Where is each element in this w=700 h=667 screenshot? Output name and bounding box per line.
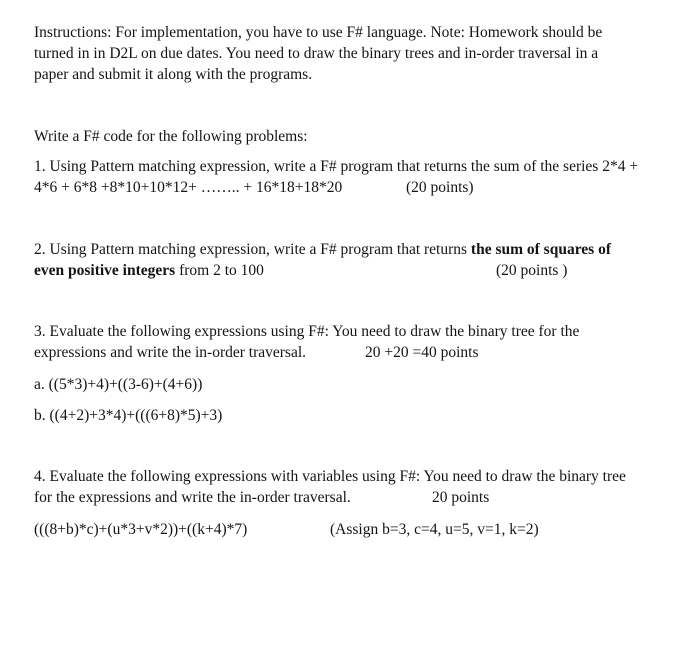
problem-2-line-2	[34, 261, 264, 280]
problem-2-range: from 2 to 100	[175, 262, 264, 279]
problem-2-bold-phrase-2: even positive integers	[34, 262, 176, 279]
instructions-line-2: turned in in D2L on due dates. You need to draw the binary trees and in-order traversal in a	[34, 45, 599, 62]
problem-3-points: 20 +20 =40 points	[365, 344, 479, 361]
intro-text: Write a F# code for the following problems:	[34, 128, 308, 145]
problem-4-variable-assignment: (Assign b=3, c=4, u=5, v=1, k=2)	[330, 521, 539, 538]
problem-1-points: (20 points)	[406, 179, 474, 196]
problem-2-line-1	[34, 240, 611, 259]
problem-4-points: 20 points	[432, 489, 490, 506]
problem-2-bold-phrase: the sum of squares of	[470, 241, 612, 258]
problem-2-points: (20 points )	[496, 262, 568, 279]
problem-3-line-1: 3. Evaluate the following expressions using F#: You need to draw the binary tree for the	[34, 323, 580, 340]
problem-3-line-2: expressions and write the in-order traversal.	[34, 344, 307, 361]
problem-3-expression-a: a. ((5*3)+4)+((3-6)+(4+6))	[34, 376, 203, 393]
instructions-line-3: paper and submit it along with the programs.	[34, 66, 313, 83]
problem-4-line-1: 4. Evaluate the following expressions with variables using F#: You need to draw the binary tree	[34, 468, 626, 485]
problem-4-expression: (((8+b)*c)+(u*3+v*2))+((k+4)*7)	[34, 521, 248, 538]
problem-1-line-1: 1. Using Pattern matching expression, write a F# program that returns the sum of the series 2*4 +	[34, 158, 639, 175]
problem-1-line-2: 4*6 + 6*8 +8*10+10*12+ …….. + 16*18+18*20	[34, 179, 343, 196]
instructions-line-1: Instructions: For implementation, you have to use F# language. Note: Homework should be	[34, 24, 603, 41]
problem-2-text: 2. Using Pattern matching expression, write a F# program that returns	[34, 241, 471, 258]
problem-3-expression-b: b. ((4+2)+3*4)+(((6+8)*5)+3)	[34, 407, 223, 424]
problem-4-line-2: for the expressions and write the in-order traversal.	[34, 489, 351, 506]
